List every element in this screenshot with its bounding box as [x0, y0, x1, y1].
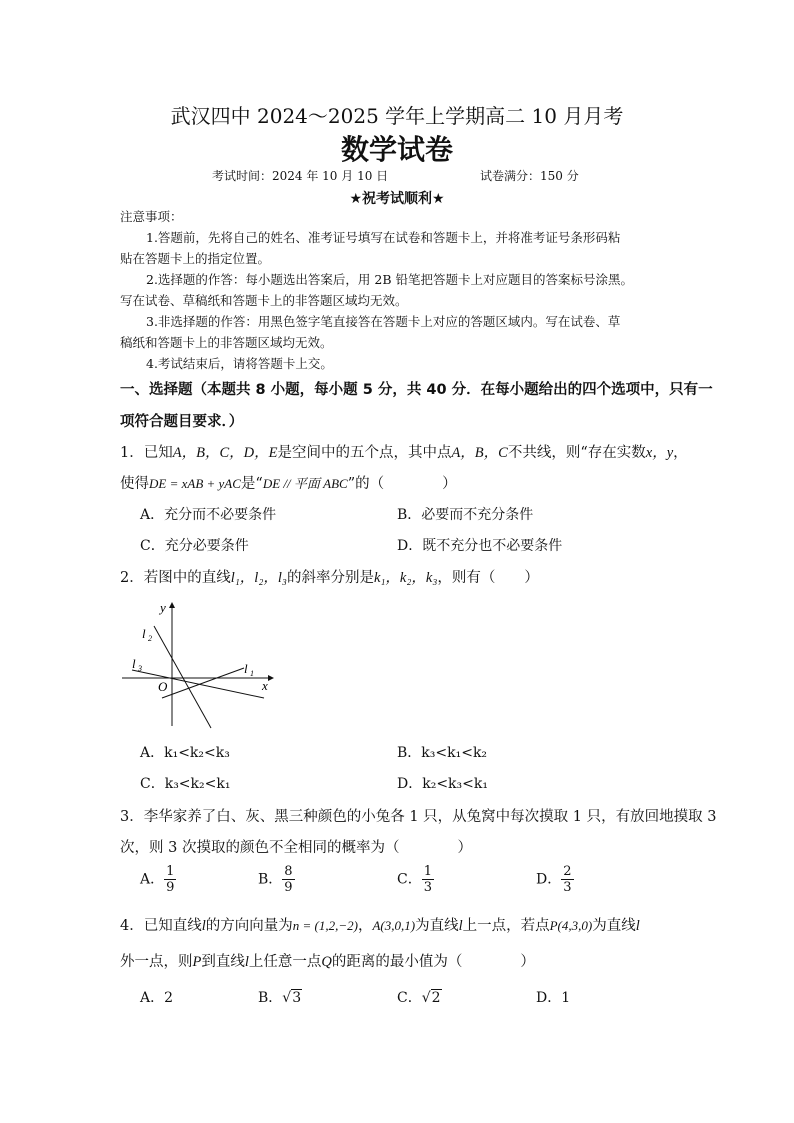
q4-option-c	[397, 987, 442, 1007]
section1-line1: 一、选择题（本题共 8 小题，每小题 5 分，共 40 分．在每小题给出的四个选项中，只有一	[120, 382, 713, 398]
q1-option-a: A．充分而不必要条件	[140, 507, 277, 523]
q3-option-c-fraction	[422, 864, 434, 895]
q3-option-a	[140, 864, 176, 895]
q4-c-radicand: 2	[431, 990, 441, 1006]
q4-b-radicand: 3	[292, 990, 302, 1006]
exam-title-line2: 数学试卷	[340, 133, 453, 166]
q4-p-var: P	[192, 954, 202, 970]
q2-text-b: 的斜率分别是	[286, 570, 374, 586]
x-axis-arrow	[268, 675, 274, 681]
l2-subscript: 2	[148, 634, 152, 643]
q1-points: A，B，C，D，E	[172, 445, 278, 461]
q3-option-b-letter: B．	[258, 871, 283, 888]
q4-option-d: D．1	[536, 990, 571, 1006]
q1-option-c: C．充分必要条件	[140, 538, 249, 554]
q2-text-c: ，则有（ ）	[437, 570, 539, 586]
q3-option-d-letter: D．	[536, 871, 562, 888]
q1-text-e: 使得	[120, 476, 149, 492]
notes-heading: 注意事项：	[120, 209, 183, 224]
q4-option-a: A．2	[140, 990, 174, 1006]
q3-d-denominator: 3	[563, 880, 572, 895]
line-l2	[154, 626, 211, 728]
q4-text-c: ，	[357, 918, 373, 934]
q4-line-var-4: l	[244, 954, 249, 970]
q2-option-b: B．k₃<k₁<k₂	[397, 745, 488, 761]
q1-text-f: 是“	[240, 476, 263, 492]
exam-time: 考试时间：2024 年 10 月 10 日	[212, 169, 389, 183]
wish-line: ★祝考试顺利★	[349, 191, 445, 207]
q4-option-c-sqrt: √2	[421, 990, 441, 1006]
note-2a: 2.选择题的作答：每小题选出答案后，用 2B 铅笔把答题卡上对应题目的答案标号涂黑。	[146, 272, 634, 287]
note-1a: 1.答题前，先将自己的姓名、准考证号填写在试卷和答题卡上，并将准考证号条形码粘	[146, 230, 621, 245]
q2-stem	[120, 566, 539, 587]
section1-line2: 项符合题目要求．）	[120, 414, 244, 430]
q2-option-a: A．k₁<k₂<k₃	[140, 745, 230, 761]
q4-line-var-3: l	[635, 918, 640, 934]
l1-label: l	[244, 661, 248, 676]
q4-point-p: P(4,3,0)	[549, 918, 593, 933]
q1-line2	[120, 472, 457, 493]
q4-option-c-letter: C．	[397, 990, 422, 1006]
q4-text-i: 上任意一点	[248, 954, 322, 970]
origin-label: O	[158, 679, 168, 694]
note-2b: 写在试卷、草稿纸和答题卡上的非答题区域均无效。	[120, 293, 408, 308]
q4-q-var: Q	[321, 954, 332, 970]
line-l1	[162, 668, 244, 698]
q2-slopes: k₁，k₂，k₃	[373, 570, 438, 586]
q3-c-numerator: 1	[423, 864, 432, 879]
q1-formula-2: DE // 平面 ABC	[262, 476, 348, 491]
q4-text-d: 为直线	[415, 918, 459, 934]
l1-subscript: 1	[250, 669, 254, 678]
q3-c-denominator: 3	[423, 880, 432, 895]
q4-text-e: 上一点，若点	[462, 918, 550, 934]
q3-option-c	[397, 864, 434, 895]
q3-option-d-fraction	[561, 864, 573, 895]
q4-line1	[120, 914, 640, 935]
q3-line2: 次，则 3 次摸取的颜色不全相同的概率为（ ）	[120, 840, 472, 856]
note-4: 4.考试结束后，请将答题卡上交。	[146, 356, 333, 371]
y-axis-label: y	[160, 600, 166, 615]
note-1b: 贴在答题卡上的指定位置。	[120, 251, 271, 266]
q4-line2	[120, 950, 535, 971]
q1-text-a: 1．已知	[120, 445, 173, 461]
q4-text-j: 的距离的最小值为（ ）	[331, 954, 535, 970]
q3-option-a-letter: A．	[140, 871, 165, 888]
q3-line1: 3．李华家养了白、灰、黑三种颜色的小兔各 1 只，从兔窝中每次摸取 1 只，有放回地摸取 3	[120, 809, 717, 825]
q3-a-numerator: 1	[166, 864, 175, 879]
q3-option-a-fraction	[164, 864, 176, 895]
q3-option-b-fraction	[282, 864, 294, 895]
note-3b: 稿纸和答题卡上的非答题区域均无效。	[120, 335, 333, 350]
q1-option-d: D．既不充分也不必要条件	[397, 538, 563, 554]
q4-option-b	[258, 987, 302, 1007]
q1-text-d: ，	[673, 445, 688, 461]
q1-text-g: ”的（ ）	[347, 476, 457, 492]
q3-b-numerator: 8	[284, 864, 293, 879]
q1-points-2: A，B，C	[451, 445, 508, 461]
q2-option-c: C．k₃<k₂<k₁	[140, 776, 231, 792]
q2-figure	[118, 598, 288, 733]
q2-text-a: 2．若图中的直线	[120, 570, 231, 586]
full-score: 试卷满分：150 分	[480, 169, 579, 183]
q1-text-b: 是空间中的五个点，其中点	[277, 445, 452, 461]
q2-option-d: D．k₂<k₃<k₁	[397, 776, 488, 792]
q2-lines: l₁，l₂，l₃	[230, 570, 287, 586]
q3-option-b	[258, 864, 295, 895]
q1-text-c: 不共线，则“存在实数	[507, 445, 646, 461]
q1-formula: DE = xAB + yAC	[149, 476, 241, 491]
q4-line-var-2: l	[458, 918, 463, 934]
q3-a-denominator: 9	[166, 880, 175, 895]
q1-line1	[120, 441, 688, 462]
l3-subscript: 3	[138, 664, 142, 673]
q4-option-b-sqrt: √3	[282, 990, 302, 1006]
q4-text-h: 到直线	[201, 954, 245, 970]
l3-label: l	[132, 656, 136, 671]
q1-option-b: B．必要而不充分条件	[397, 507, 534, 523]
q4-line-var: l	[201, 918, 206, 934]
q4-text-g: 外一点，则	[120, 954, 193, 970]
exam-title-line1: 武汉四中 2024～2025 学年上学期高二 10 月月考	[170, 104, 624, 128]
q4-option-b-letter: B．	[258, 990, 283, 1006]
q4-text-b: 的方向向量为	[205, 918, 293, 934]
q3-option-c-letter: C．	[397, 871, 422, 888]
q4-text-a: 4．已知直线	[120, 918, 202, 934]
q3-option-d	[536, 864, 574, 895]
q4-text-f: 为直线	[592, 918, 636, 934]
q4-point-a: A(3,0,1)	[372, 918, 416, 933]
l2-label: l	[142, 626, 146, 641]
note-3a: 3.非选择题的作答：用黑色签字笔直接答在答题卡上对应的答题区域内。写在试卷、草	[146, 314, 621, 329]
q4-direction-vector: n = (1,2,−2)	[292, 918, 358, 933]
q3-b-denominator: 9	[284, 880, 293, 895]
x-axis-label: x	[262, 678, 268, 693]
q3-d-numerator: 2	[563, 864, 572, 879]
q1-vars: x，y	[645, 445, 674, 461]
y-axis-arrow	[169, 602, 175, 608]
